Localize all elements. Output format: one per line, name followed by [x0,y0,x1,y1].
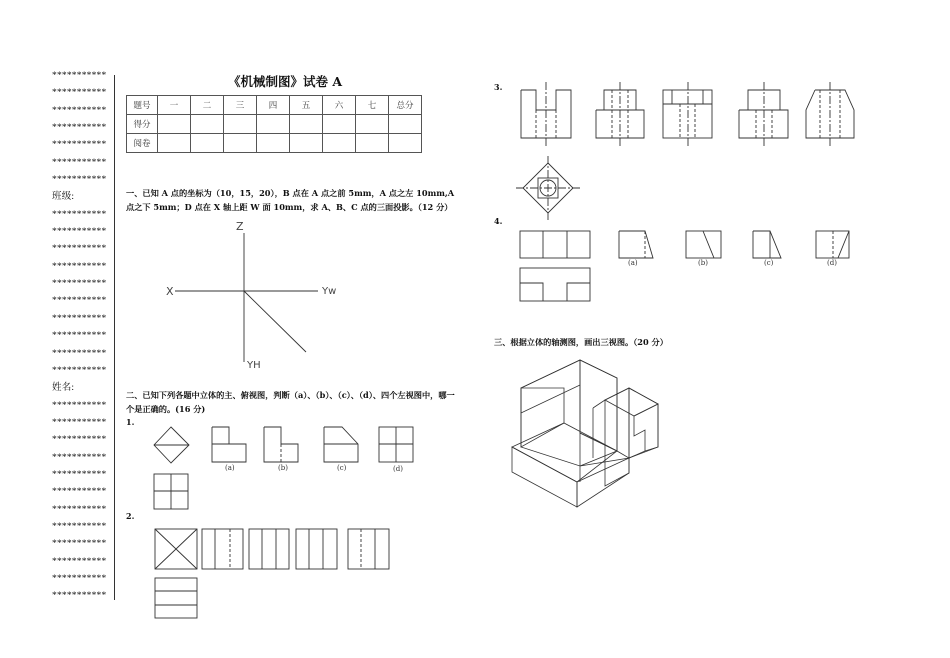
axis-z-label: Z [236,220,244,233]
q2-4-drawings [520,231,849,301]
seal-column-line: *********** [52,452,107,463]
option-d-caption: (d) [827,259,837,267]
score-cell-header: 一 [158,96,191,115]
option-d-caption: (d) [393,465,403,473]
seal-column-line: *********** [52,227,107,238]
seal-column-line: *********** [52,417,107,428]
seal-column-line: *********** [52,591,107,602]
question-2-text: 二、已知下列各题中立体的主、俯视图，判断（a）、（b）、（c）、（d）、四个左视图中，哪一个是正确的。(16 分) [126,390,455,414]
q2-2-drawings [155,529,389,618]
exam-title: 《机械制图》试卷 A [227,74,343,89]
axis-yw-label: Yw [322,286,337,297]
question-1-text: 一、已知 A 点的坐标为（10，15，20），B 点在 A 点之前 5mm，A 点之左 10mm,A 点之下 5mm；D 点在 X 轴上距 W 面 10mm，求 A、B、C 点的三面投影。（12 分） [126,188,455,212]
sub-question-4-label: 4. [494,216,503,226]
seal-column-line: *********** [52,123,107,134]
option-b-caption: (b) [698,259,708,267]
seal-column-line: *********** [52,261,107,272]
seal-column-line: *********** [52,400,107,411]
seal-column-line: 班级: [52,192,75,203]
seal-column-line: *********** [52,556,107,567]
option-a-caption: (a) [628,259,638,267]
q2-1-drawings [154,427,413,509]
score-cell-header: 七 [356,96,389,115]
seal-column-line: *********** [52,435,107,446]
sub-question-3-label: 3. [494,82,503,92]
option-c-caption: (c) [337,464,347,472]
seal-column-line: *********** [52,71,107,81]
option-b-caption: (b) [278,464,288,472]
question-3-text: 三、根据立体的轴测图，画出三视图。（20 分） [494,337,668,347]
seal-column-line: *********** [52,105,107,116]
seal-column-line: *********** [52,88,107,99]
seal-column-line: 姓名: [52,383,75,394]
seal-column-line: *********** [52,296,107,307]
seal-column-line: *********** [52,348,107,359]
score-row-label: 阅卷 [127,134,158,153]
seal-column-line: *********** [52,175,107,186]
seal-column-line: *********** [52,279,107,290]
score-cell-header: 二 [191,96,224,115]
score-row-label: 得分 [127,115,158,134]
seal-column-line: *********** [52,331,107,342]
seal-column-line: *********** [52,539,107,550]
seal-column-line: *********** [52,521,107,532]
seal-column-line: *********** [52,573,107,584]
option-a-caption: (a) [225,464,235,472]
option-c-caption: (c) [764,259,774,267]
score-cell-header: 题号 [127,96,158,115]
seal-column-line: *********** [52,469,107,480]
axis-x-label: X [166,285,174,298]
sub-question-2-label: 2. [126,511,135,521]
score-cell-header: 总分 [389,96,422,115]
seal-column-line: *********** [52,504,107,515]
q2-3-drawings [516,82,854,220]
seal-column-line: *********** [52,140,107,151]
seal-column-line: *********** [52,487,107,498]
seal-column-line: *********** [52,157,107,168]
seal-column-line: *********** [52,244,107,255]
seal-column-line: *********** [52,313,107,324]
score-cell-header: 五 [290,96,323,115]
score-cell-header: 四 [257,96,290,115]
seal-column-line: *********** [52,365,107,376]
axis-yh-label: YH [247,360,261,371]
sub-question-1-label: 1. [126,417,135,427]
score-cell-header: 三 [224,96,257,115]
seal-column-line: *********** [52,209,107,220]
isometric-solid [512,360,658,507]
score-cell-header: 六 [323,96,356,115]
projection-axes [175,233,318,362]
